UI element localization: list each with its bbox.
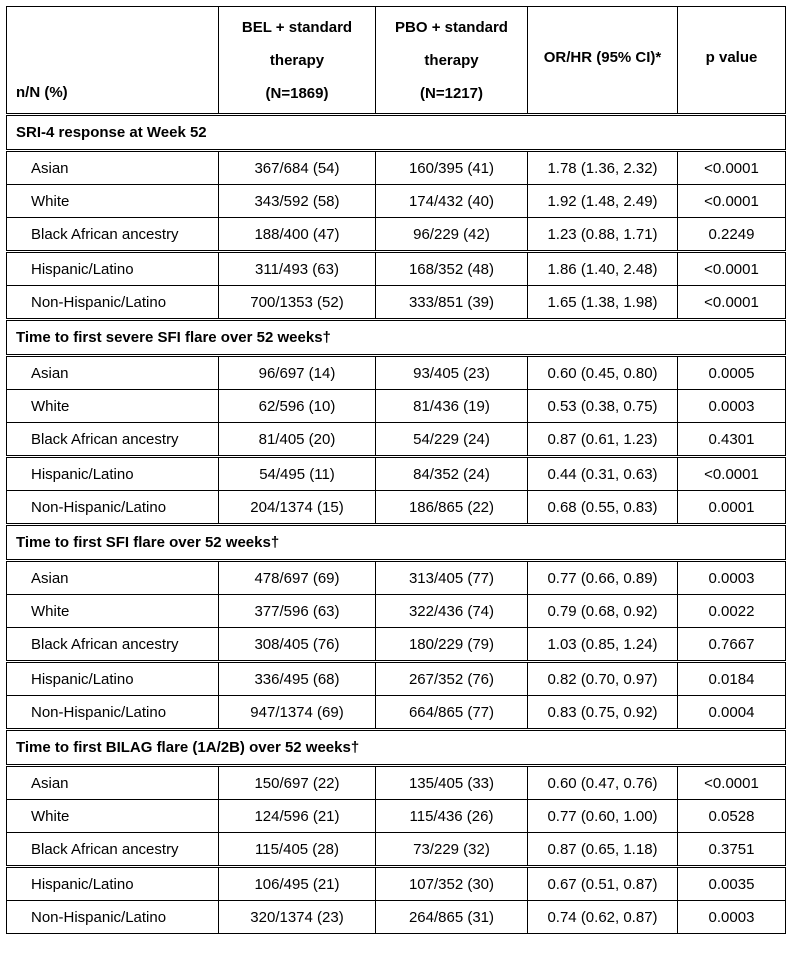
cell-orhr: 0.77 (0.60, 1.00) xyxy=(528,800,678,833)
cell-pbo: 333/851 (39) xyxy=(376,286,528,320)
table-row xyxy=(7,390,786,423)
cell-bel: 700/1353 (52) xyxy=(219,286,376,320)
row-label: Hispanic/Latino xyxy=(7,457,219,491)
row-label: Black African ancestry xyxy=(7,218,219,252)
cell-pvalue: 0.0184 xyxy=(678,662,786,696)
cell-orhr: 0.87 (0.65, 1.18) xyxy=(528,833,678,867)
cell-bel: 150/697 (22) xyxy=(219,766,376,800)
table-row xyxy=(7,218,786,252)
table-row xyxy=(7,561,786,595)
cell-pvalue: 0.3751 xyxy=(678,833,786,867)
header-npct: n/N (%) xyxy=(7,7,219,115)
cell-pvalue: 0.0003 xyxy=(678,561,786,595)
section-title: Time to first BILAG flare (1A/2B) over 52 weeks† xyxy=(7,730,786,766)
header-orhr xyxy=(528,7,678,115)
cell-bel: 311/493 (63) xyxy=(219,252,376,286)
row-label: Hispanic/Latino xyxy=(7,662,219,696)
cell-pbo: 73/229 (32) xyxy=(376,833,528,867)
row-label: Black African ancestry xyxy=(7,423,219,457)
table-row xyxy=(7,595,786,628)
cell-orhr: 1.65 (1.38, 1.98) xyxy=(528,286,678,320)
cell-bel: 367/684 (54) xyxy=(219,151,376,185)
row-label: White xyxy=(7,800,219,833)
cell-pbo: 186/865 (22) xyxy=(376,491,528,525)
section-row xyxy=(7,730,786,766)
section-row xyxy=(7,320,786,356)
cell-pvalue: 0.0003 xyxy=(678,390,786,423)
table-row xyxy=(7,662,786,696)
row-label: White xyxy=(7,595,219,628)
table-row xyxy=(7,423,786,457)
cell-orhr: 0.68 (0.55, 0.83) xyxy=(528,491,678,525)
cell-pbo: 322/436 (74) xyxy=(376,595,528,628)
header-bel-line3: (N=1869) xyxy=(265,84,329,102)
cell-pbo: 84/352 (24) xyxy=(376,457,528,491)
cell-orhr: 1.23 (0.88, 1.71) xyxy=(528,218,678,252)
table-row xyxy=(7,185,786,218)
header-bel xyxy=(219,7,376,115)
section-title: SRI-4 response at Week 52 xyxy=(7,115,786,151)
section-row xyxy=(7,115,786,151)
cell-orhr: 1.78 (1.36, 2.32) xyxy=(528,151,678,185)
cell-orhr: 0.67 (0.51, 0.87) xyxy=(528,867,678,901)
row-label: Asian xyxy=(7,356,219,390)
cell-pvalue: 0.0003 xyxy=(678,901,786,934)
table-row xyxy=(7,491,786,525)
cell-bel: 115/405 (28) xyxy=(219,833,376,867)
row-label: Non-Hispanic/Latino xyxy=(7,696,219,730)
cell-pbo: 54/229 (24) xyxy=(376,423,528,457)
cell-pbo: 115/436 (26) xyxy=(376,800,528,833)
row-label: Hispanic/Latino xyxy=(7,867,219,901)
row-label: Non-Hispanic/Latino xyxy=(7,491,219,525)
header-pbo-line3: (N=1217) xyxy=(420,84,483,102)
cell-pbo: 180/229 (79) xyxy=(376,628,528,662)
cell-orhr: 0.60 (0.45, 0.80) xyxy=(528,356,678,390)
table-row xyxy=(7,151,786,185)
cell-bel: 96/697 (14) xyxy=(219,356,376,390)
table-header xyxy=(7,7,786,115)
row-label: White xyxy=(7,390,219,423)
cell-orhr: 0.74 (0.62, 0.87) xyxy=(528,901,678,934)
cell-bel: 188/400 (47) xyxy=(219,218,376,252)
cell-pvalue: 0.0035 xyxy=(678,867,786,901)
row-label: Non-Hispanic/Latino xyxy=(7,286,219,320)
table-body xyxy=(7,115,786,934)
row-label: Black African ancestry xyxy=(7,833,219,867)
cell-pvalue: 0.0528 xyxy=(678,800,786,833)
header-bel-line1: BEL + standard xyxy=(241,18,353,36)
row-label: Non-Hispanic/Latino xyxy=(7,901,219,934)
row-label: Asian xyxy=(7,561,219,595)
cell-pbo: 313/405 (77) xyxy=(376,561,528,595)
table-row xyxy=(7,800,786,833)
cell-pbo: 135/405 (33) xyxy=(376,766,528,800)
table-row xyxy=(7,252,786,286)
section-row xyxy=(7,525,786,561)
row-label: Hispanic/Latino xyxy=(7,252,219,286)
cell-pvalue: 0.0005 xyxy=(678,356,786,390)
cell-bel: 320/1374 (23) xyxy=(219,901,376,934)
table-row xyxy=(7,833,786,867)
cell-pvalue: <0.0001 xyxy=(678,766,786,800)
cell-orhr: 0.79 (0.68, 0.92) xyxy=(528,595,678,628)
header-pvalue-text: p value xyxy=(705,49,758,66)
cell-pvalue: 0.2249 xyxy=(678,218,786,252)
cell-pvalue: 0.0022 xyxy=(678,595,786,628)
row-label: Asian xyxy=(7,766,219,800)
cell-bel: 204/1374 (15) xyxy=(219,491,376,525)
cell-bel: 124/596 (21) xyxy=(219,800,376,833)
cell-pvalue: 0.0001 xyxy=(678,491,786,525)
table-row xyxy=(7,356,786,390)
table-row xyxy=(7,867,786,901)
cell-pbo: 107/352 (30) xyxy=(376,867,528,901)
row-label: Asian xyxy=(7,151,219,185)
cell-pbo: 664/865 (77) xyxy=(376,696,528,730)
cell-bel: 308/405 (76) xyxy=(219,628,376,662)
cell-pvalue: 0.0004 xyxy=(678,696,786,730)
cell-orhr: 0.44 (0.31, 0.63) xyxy=(528,457,678,491)
cell-pvalue: <0.0001 xyxy=(678,457,786,491)
cell-pbo: 168/352 (48) xyxy=(376,252,528,286)
header-pbo-line1: PBO + standard xyxy=(395,18,508,36)
table-row xyxy=(7,696,786,730)
cell-pvalue: <0.0001 xyxy=(678,252,786,286)
table-row xyxy=(7,628,786,662)
cell-pvalue: <0.0001 xyxy=(678,151,786,185)
header-orhr-text: OR/HR (95% CI)* xyxy=(543,49,662,66)
cell-bel: 54/495 (11) xyxy=(219,457,376,491)
cell-orhr: 1.92 (1.48, 2.49) xyxy=(528,185,678,218)
cell-bel: 343/592 (58) xyxy=(219,185,376,218)
table-row xyxy=(7,901,786,934)
cell-bel: 106/495 (21) xyxy=(219,867,376,901)
table-row xyxy=(7,457,786,491)
row-label: White xyxy=(7,185,219,218)
cell-pbo: 267/352 (76) xyxy=(376,662,528,696)
section-title: Time to first SFI flare over 52 weeks† xyxy=(7,525,786,561)
cell-pbo: 174/432 (40) xyxy=(376,185,528,218)
cell-bel: 947/1374 (69) xyxy=(219,696,376,730)
header-bel-line2: therapy xyxy=(269,51,325,69)
cell-pbo: 93/405 (23) xyxy=(376,356,528,390)
cell-bel: 377/596 (63) xyxy=(219,595,376,628)
cell-bel: 478/697 (69) xyxy=(219,561,376,595)
cell-orhr: 1.86 (1.40, 2.48) xyxy=(528,252,678,286)
cell-orhr: 0.53 (0.38, 0.75) xyxy=(528,390,678,423)
cell-pvalue: 0.4301 xyxy=(678,423,786,457)
cell-pvalue: 0.7667 xyxy=(678,628,786,662)
cell-pbo: 81/436 (19) xyxy=(376,390,528,423)
cell-orhr: 0.82 (0.70, 0.97) xyxy=(528,662,678,696)
table-row xyxy=(7,286,786,320)
header-pbo xyxy=(376,7,528,115)
cell-pbo: 264/865 (31) xyxy=(376,901,528,934)
cell-pbo: 160/395 (41) xyxy=(376,151,528,185)
row-label: Black African ancestry xyxy=(7,628,219,662)
header-pvalue xyxy=(678,7,786,115)
cell-pbo: 96/229 (42) xyxy=(376,218,528,252)
cell-orhr: 0.87 (0.61, 1.23) xyxy=(528,423,678,457)
cell-bel: 81/405 (20) xyxy=(219,423,376,457)
cell-pvalue: <0.0001 xyxy=(678,286,786,320)
cell-orhr: 0.83 (0.75, 0.92) xyxy=(528,696,678,730)
header-pbo-line2: therapy xyxy=(424,51,479,69)
cell-pvalue: <0.0001 xyxy=(678,185,786,218)
cell-orhr: 1.03 (0.85, 1.24) xyxy=(528,628,678,662)
results-table xyxy=(6,6,786,934)
section-title: Time to first severe SFI flare over 52 weeks† xyxy=(7,320,786,356)
cell-bel: 62/596 (10) xyxy=(219,390,376,423)
cell-orhr: 0.60 (0.47, 0.76) xyxy=(528,766,678,800)
cell-orhr: 0.77 (0.66, 0.89) xyxy=(528,561,678,595)
table-row xyxy=(7,766,786,800)
cell-bel: 336/495 (68) xyxy=(219,662,376,696)
